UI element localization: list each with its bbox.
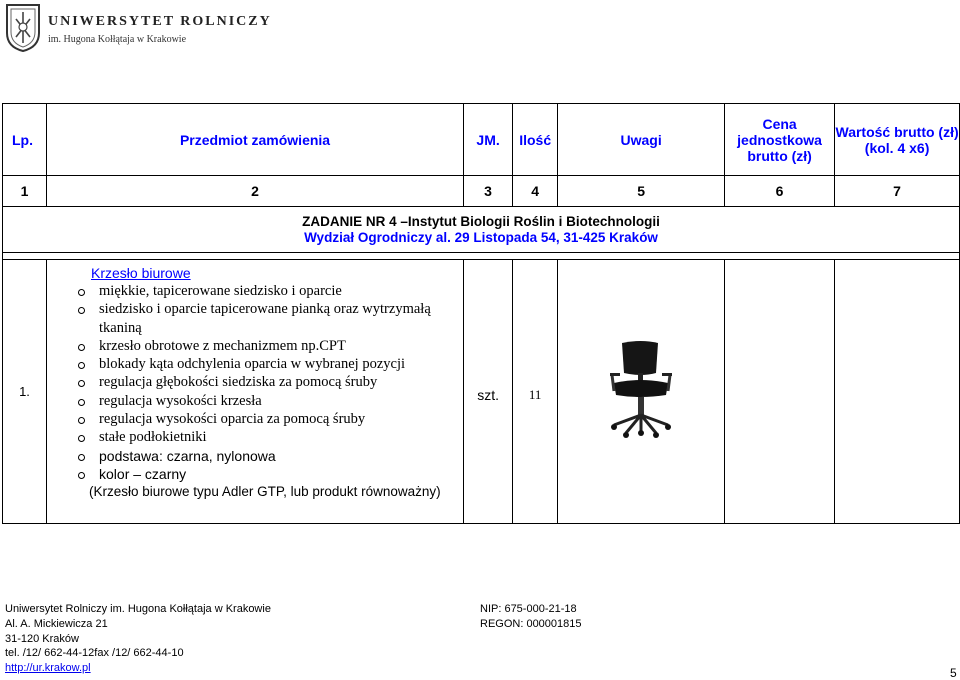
col-number: 1 xyxy=(3,176,47,207)
task-address: Wydział Ogrodniczy al. 29 Listopada 54, 31-425 Kraków xyxy=(304,229,658,245)
col-header-unit-price: Cena jednostkowa brutto (zł) xyxy=(725,104,835,176)
col-number: 5 xyxy=(558,176,725,207)
col-header-total: Wartość brutto (zł) (kol. 4 x6) xyxy=(835,104,960,176)
page-number: 5 xyxy=(950,666,957,680)
list-item: regulacja głębokości siedziska za pomocą śruby xyxy=(99,373,459,391)
column-number-row xyxy=(3,176,960,207)
list-item: kolor – czarny xyxy=(99,465,459,483)
feature-list xyxy=(57,282,459,483)
row-jm: szt. xyxy=(464,260,513,524)
table-row xyxy=(3,260,960,524)
task-title: ZADANIE NR 4 –Instytut Biologii Roślin i Biotechnologii xyxy=(302,213,660,229)
office-chair-image xyxy=(606,339,676,439)
col-number: 3 xyxy=(464,176,513,207)
footer-line: Uniwersytet Rolniczy im. Hugona Kołłątaja w Krakowie xyxy=(5,603,271,615)
col-header-item: Przedmiot zamówienia xyxy=(47,104,464,176)
task-heading xyxy=(3,207,960,253)
row-notes xyxy=(558,260,725,524)
footer-nip: NIP: 675-000-21-18 xyxy=(480,603,577,615)
col-number: 2 xyxy=(47,176,464,207)
col-header-jm: JM. xyxy=(464,104,513,176)
item-note: (Krzesło biurowe typu Adler GTP, lub produkt równoważny) xyxy=(89,484,441,500)
list-item: krzesło obrotowe z mechanizmem np.CPT xyxy=(99,337,459,355)
list-item: regulacja wysokości oparcia za pomocą śruby xyxy=(99,410,459,428)
row-qty: 11 xyxy=(513,260,558,524)
list-item: miękkie, tapicerowane siedzisko i oparcie xyxy=(99,282,459,300)
row-lp: 1. xyxy=(3,260,47,524)
footer-line: 31-120 Kraków xyxy=(5,632,79,645)
university-subtitle: im. Hugona Kołłątaja w Krakowie xyxy=(48,34,187,45)
footer-tax-ids xyxy=(480,602,582,632)
col-header-lp: Lp. xyxy=(3,104,47,176)
list-item: stałe podłokietniki xyxy=(99,428,459,446)
col-number: 7 xyxy=(835,176,960,207)
list-item: regulacja wysokości krzesła xyxy=(99,392,459,410)
col-header-qty: Ilość xyxy=(513,104,558,176)
header-row xyxy=(3,104,960,176)
row-total xyxy=(835,260,960,524)
footer-line: Al. A. Mickiewicza 21 xyxy=(5,617,108,630)
university-crest-logo xyxy=(5,3,41,53)
col-number: 4 xyxy=(513,176,558,207)
order-table xyxy=(2,103,960,524)
item-title: Krzesło biurowe xyxy=(91,265,191,281)
footer-regon: REGON: 000001815 xyxy=(480,617,582,630)
item-description xyxy=(47,260,464,524)
col-header-notes: Uwagi xyxy=(558,104,725,176)
spacer-row xyxy=(3,253,960,260)
col-number: 6 xyxy=(725,176,835,207)
footer-line: tel. /12/ 662-44-12fax /12/ 662-44-10 xyxy=(5,647,184,660)
university-name: UNIWERSYTET ROLNICZY xyxy=(48,14,272,29)
list-item: blokady kąta odchylenia oparcia w wybranej pozycji xyxy=(99,355,459,373)
footer-address xyxy=(5,602,271,676)
task-row xyxy=(3,207,960,253)
row-unit-price xyxy=(725,260,835,524)
list-item: siedzisko i oparcie tapicerowane pianką oraz wytrzymałą tkaniną xyxy=(99,300,459,337)
website-link[interactable]: http://ur.krakow.pl xyxy=(5,662,91,675)
list-item: podstawa: czarna, nylonowa xyxy=(99,447,459,465)
